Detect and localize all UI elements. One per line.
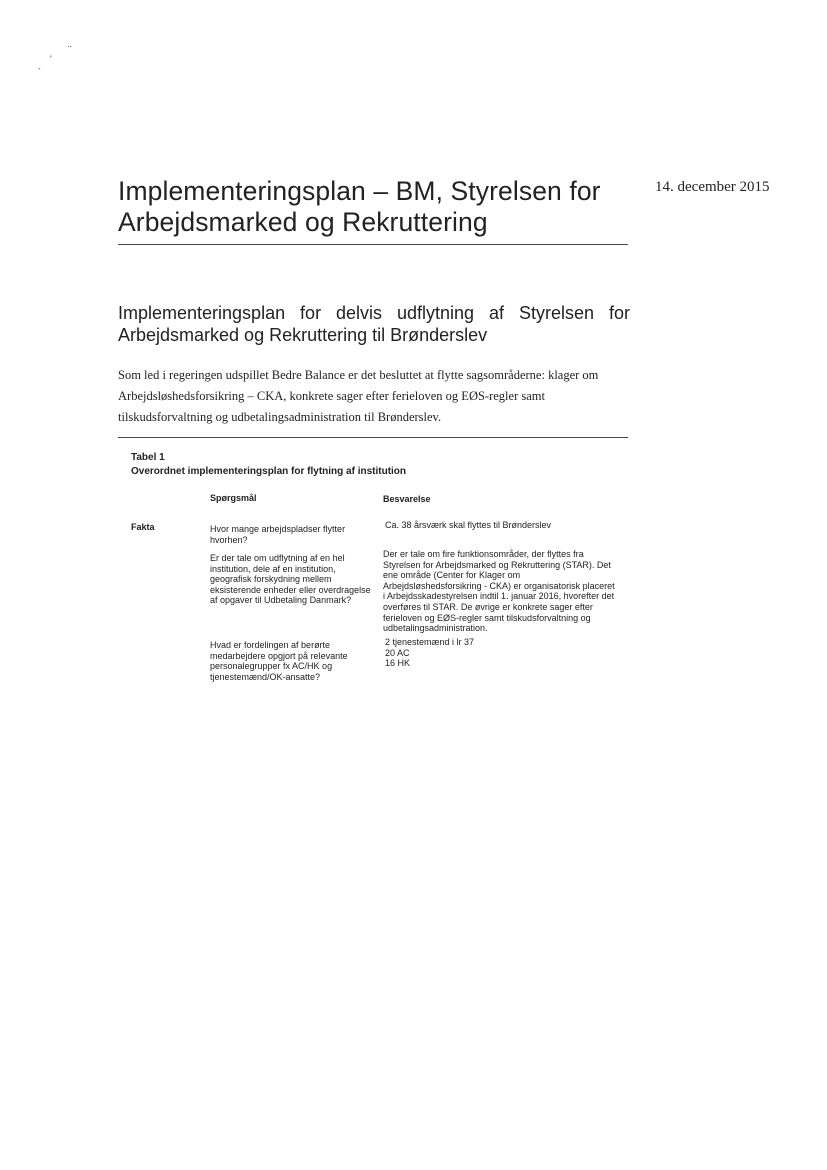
- table-answer: Der er tale om fire funktionsområder, der flyttes fra Styrelsen for Arbejdsmarked og Rekruttering (STAR). Det ene område (Center for Klager om Arbejdsløshedsforsikring - CKA) er organisatorisk placeret i Arbejdsskadestyrelsen indtil 1. januar 2016, hvorefter det overføres til STAR. De øvrige er konkrete sager efter ferieloven og EØS-regler samt tilskudsforvaltning og udbetalingsadministration.: [383, 549, 615, 634]
- answer-line: 16 HK: [385, 658, 411, 669]
- table-question: Hvor mange arbejdspladser flytter hvorhen?: [210, 524, 346, 545]
- answer-line: 2 tjenestemænd i lr 37: [385, 637, 475, 647]
- scan-speck: `: [38, 67, 41, 77]
- table-answer: Ca. 38 årsværk skal flyttes til Brønderslev: [385, 520, 552, 530]
- column-header-answer: Besvarelse: [383, 494, 431, 504]
- intro-paragraph: Som led i regeringen udspillet Bedre Balance er det besluttet at flytte sagsområderne: klager om Arbejdsløshedsforsikring – CKA, konkrete sager efter ferieloven og EØS-regler samt tilskudsforvaltning og udbetalingsadministration til Brønderslev.: [118, 368, 599, 424]
- table-answer: [385, 637, 474, 669]
- answer-line: 20 AC: [385, 647, 410, 658]
- section-subtitle: Implementeringsplan for delvis udflytning af Styrelsen for Arbejdsmarked og Rekruttering til Brønderslev: [118, 303, 630, 345]
- document-title: Implementeringsplan – BM, Styrelsen for Arbejdsmarked og Rekruttering: [118, 176, 601, 237]
- table-caption: Overordnet implementeringsplan for flytning af institution: [131, 466, 407, 477]
- row-section-label: Fakta: [131, 522, 155, 532]
- scan-speck: ..: [67, 39, 73, 49]
- title-divider: [118, 244, 628, 245]
- document-date: 14. december 2015: [655, 179, 770, 195]
- table-question: Er der tale om udflytning af en hel institution, dele af en institution, geografisk forskydning mellem eksisterende enheder eller overdragelse af opgaver til Udbetaling Danmark?: [210, 553, 371, 606]
- table-label: Tabel 1: [131, 452, 165, 463]
- table-divider: [118, 437, 628, 438]
- scan-speck: ': [50, 54, 52, 64]
- column-header-question: Spørgsmål: [210, 493, 257, 503]
- table-question: Hvad er fordelingen af berørte medarbejdere opgjort på relevante personalegrupper fx AC/HK og tjenestemænd/OK-ansatte?: [210, 640, 348, 682]
